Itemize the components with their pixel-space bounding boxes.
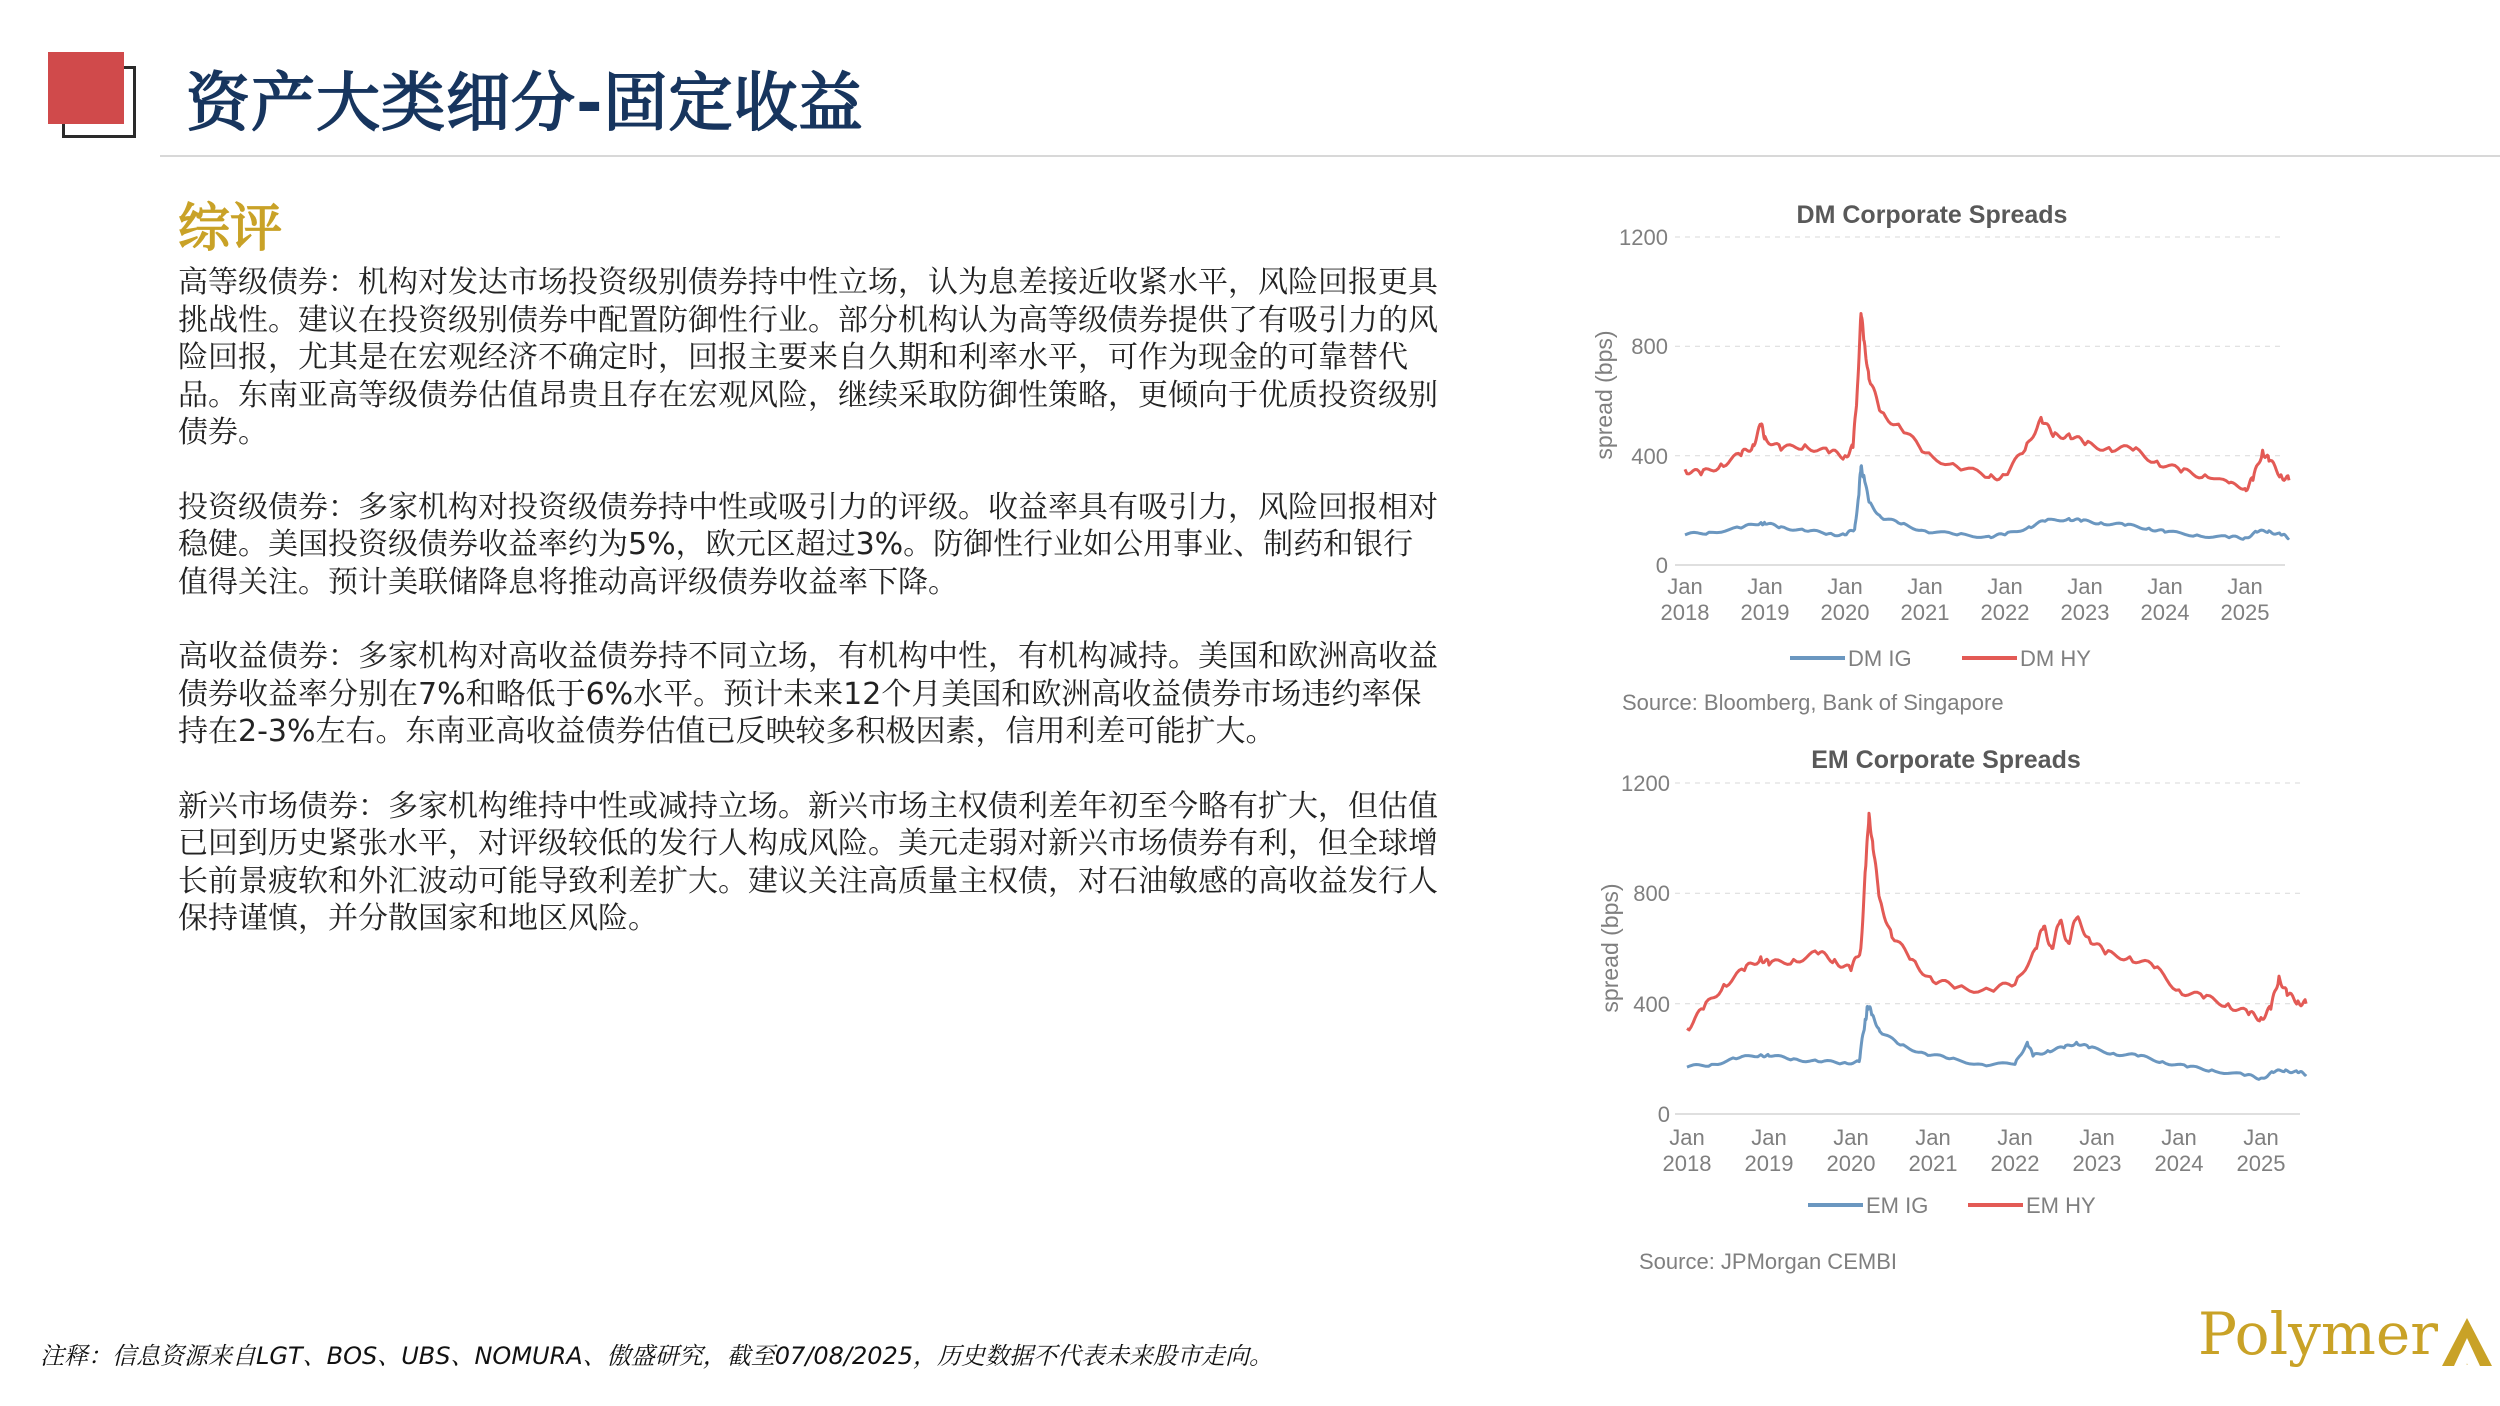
footnote: 注释：信息资源来自LGT、BOS、UBS、NOMURA、傲盛研究，截至07/08/2025，历史数据不代表未来股市走向。	[40, 1342, 1274, 1370]
x-tick-month: Jan	[2147, 574, 2183, 599]
paragraph-investment-grade: 投资级债券：多家机构对投资级债券持中性或吸引力的评级。收益率具有吸引力，风险回报相对稳健。美国投资级债券收益率约为5%，欧元区超过3%。防御性行业如公用事业、制药和银行值得关注。预计美联储降息将推动高评级债券收益率下降。	[178, 489, 1438, 600]
x-tick-year: 2024	[2140, 600, 2190, 625]
x-tick-month: Jan	[1669, 1125, 1705, 1150]
x-tick-year: 2019	[1740, 600, 1790, 625]
corner-logo-mark	[48, 52, 140, 142]
paragraph-emerging-markets: 新兴市场债券：多家机构维持中性或减持立场。新兴市场主权债利差年初至今略有扩大，但估值已回到历史紧张水平，对评级较低的发行人构成风险。美元走弱对新兴市场债券有利，但全球增长前景疲软和外汇波动可能导致利差扩大。建议关注高质量主权债，对石油敏感的高收益发行人保持谨慎，并分散国家和地区风险。	[178, 788, 1438, 936]
x-tick-year: 2018	[1660, 600, 1710, 625]
brand-wordmark: Polymer	[2198, 1300, 2438, 1368]
x-tick-year: 2024	[2154, 1151, 2204, 1176]
title-divider	[160, 155, 2500, 157]
legend	[1808, 1193, 2096, 1218]
series-line-em-hy	[1687, 813, 2306, 1030]
brand-logo	[2198, 1300, 2494, 1368]
commentary-body	[178, 264, 1438, 975]
brand-a-letter: A	[2466, 1364, 2468, 1366]
em-chart-svg	[1590, 735, 2330, 1275]
y-tick-label: 400	[1631, 444, 1668, 469]
x-tick-month: Jan	[1907, 574, 1943, 599]
x-tick-month: Jan	[1667, 574, 1703, 599]
y-tick-label: 400	[1633, 992, 1670, 1017]
legend-label-ig: DM IG	[1848, 646, 1912, 671]
page-title: 资产大类细分-固定收益	[186, 67, 864, 141]
x-tick-month: Jan	[2227, 574, 2263, 599]
x-tick-month: Jan	[2079, 1125, 2115, 1150]
y-gridlines	[1675, 237, 2285, 565]
x-tick-labels	[1663, 1125, 2286, 1176]
dm-spreads-chart	[1590, 190, 2330, 730]
paragraph-high-yield: 高收益债券：多家机构对高收益债券持不同立场，有机构中性，有机构减持。美国和欧洲高收益债券收益率分别在7%和略低于6%水平。预计未来12个月美国和欧洲高收益债券市场违约率保持在2-3%左右。东南亚高收益债券估值已反映较多积极因素，信用利差可能扩大。	[178, 639, 1438, 749]
x-tick-year: 2021	[1900, 600, 1950, 625]
chart-source: Source: JPMorgan CEMBI	[1639, 1249, 1897, 1274]
y-tick-labels	[1619, 225, 1668, 578]
chart-source: Source: Bloomberg, Bank of Singapore	[1622, 690, 2004, 715]
y-tick-label: 0	[1657, 1102, 1670, 1127]
brand-a-mark-icon	[2440, 1316, 2494, 1368]
x-tick-year: 2025	[2236, 1151, 2286, 1176]
y-axis-label: spread (bps)	[1597, 883, 1623, 1013]
legend-label-hy: DM HY	[2020, 646, 2091, 671]
x-tick-year: 2023	[2072, 1151, 2122, 1176]
y-axis-label: spread (bps)	[1591, 330, 1617, 460]
x-tick-year: 2023	[2060, 600, 2110, 625]
series-line-dm-hy	[1685, 314, 2289, 491]
x-tick-year: 2020	[1826, 1151, 1876, 1176]
series-line-em-ig	[1687, 1006, 2306, 1079]
x-tick-year: 2025	[2220, 600, 2270, 625]
x-tick-labels	[1661, 574, 2270, 625]
dm-chart-svg	[1590, 190, 2330, 730]
y-tick-label: 0	[1655, 553, 1668, 578]
x-tick-year: 2019	[1744, 1151, 1794, 1176]
paragraph-high-grade: 高等级债券：机构对发达市场投资级别债券持中性立场，认为息差接近收紧水平，风险回报更具挑战性。建议在投资级别债券中配置防御性行业。部分机构认为高等级债券提供了有吸引力的风险回报，尤其是在宏观经济不确定时，回报主要来自久期和利率水平，可作为现金的可靠替代品。东南亚高等级债券估值昂贵且存在宏观风险，继续采取防御性策略，更倾向于优质投资级别债券。	[178, 265, 1438, 450]
chart-title: EM Corporate Spreads	[1811, 746, 2081, 774]
chart-title: DM Corporate Spreads	[1796, 201, 2068, 229]
y-tick-label: 1200	[1619, 225, 1668, 250]
x-tick-month: Jan	[1915, 1125, 1951, 1150]
em-spreads-chart	[1590, 735, 2330, 1275]
x-tick-month: Jan	[2067, 574, 2103, 599]
x-tick-month: Jan	[1827, 574, 1863, 599]
legend-label-hy: EM HY	[2026, 1193, 2096, 1218]
x-tick-month: Jan	[2161, 1125, 2197, 1150]
logo-square-red	[48, 52, 124, 124]
x-tick-month: Jan	[1751, 1125, 1787, 1150]
y-tick-label: 800	[1633, 881, 1670, 906]
x-tick-year: 2020	[1820, 600, 1870, 625]
y-tick-label: 800	[1631, 334, 1668, 359]
x-tick-month: Jan	[1987, 574, 2023, 599]
x-tick-month: Jan	[2243, 1125, 2279, 1150]
x-tick-month: Jan	[1747, 574, 1783, 599]
y-tick-labels	[1621, 771, 1670, 1127]
legend-label-ig: EM IG	[1866, 1193, 1929, 1218]
x-tick-year: 2022	[1990, 1151, 2040, 1176]
x-tick-year: 2022	[1980, 600, 2030, 625]
x-tick-year: 2021	[1908, 1151, 1958, 1176]
section-heading: 综评	[178, 199, 283, 259]
x-tick-month: Jan	[1833, 1125, 1869, 1150]
legend	[1790, 646, 2091, 671]
x-tick-year: 2018	[1662, 1151, 1712, 1176]
y-tick-label: 1200	[1621, 771, 1670, 796]
x-tick-month: Jan	[1997, 1125, 2033, 1150]
